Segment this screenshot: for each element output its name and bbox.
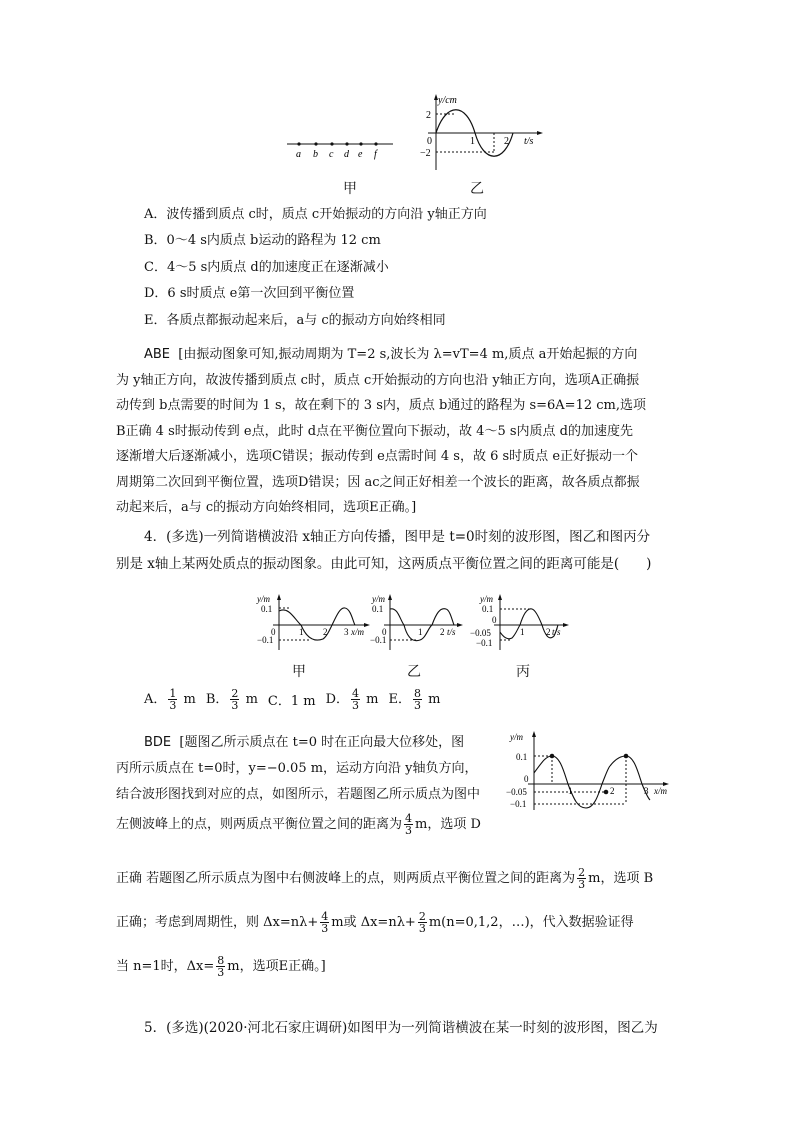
q4-line-2: 别是 x轴上某两处质点的振动图象。由此可知，这两质点平衡位置之间的距离可能是( ) — [116, 556, 652, 572]
figure-1-yi — [418, 92, 548, 172]
jia2-tick-1: 1 — [299, 627, 304, 637]
q4-answer-letters: BDE — [144, 735, 172, 750]
yi2-tick-1: 1 — [418, 627, 423, 637]
caption-jia-2: 甲 — [292, 664, 306, 680]
q4-exp-line-2: 丙所示质点在 t=0时，y=−0.05 m，运动方向沿 y轴负方向， — [116, 761, 478, 776]
axis-y-label: y/cm — [438, 95, 457, 106]
yi2-tick-2: 2 — [440, 627, 445, 637]
q3-option-b: B．0～4 s内质点 b运动的路程为 12 cm — [144, 233, 381, 248]
jia2-tick-0: 0 — [271, 627, 276, 637]
fig3-axis-y: y/m — [510, 732, 523, 742]
q4-option-b: B． $\frac{2}{3}$ m — [205, 687, 258, 712]
bing-tick-m005: −0.05 — [470, 628, 491, 638]
q4-option-c: C．1 m — [267, 694, 316, 709]
fig3-tick-2: 2 — [610, 786, 615, 796]
q4-explanation-bottom — [116, 857, 653, 989]
fig3-tick-m005: −0.05 — [506, 787, 527, 797]
q4-line-1: 4．(多选)一列简谐横波沿 x轴正方向传播，图甲是 t=0时刻的波形图，图乙和图丙分 — [144, 529, 651, 545]
bing-tick-01: 0.1 — [482, 604, 494, 614]
caption-bing: 丙 — [516, 664, 530, 680]
bing-axis-y: y/m — [480, 594, 493, 604]
q4-exp-line-3: 结合波形图找到对应的点，如图所示，若题图乙所示质点为图中 — [116, 787, 481, 802]
jia2-tick-2: 2 — [323, 627, 328, 637]
point-e: e — [358, 149, 363, 160]
yi2-tick-01: 0.1 — [372, 604, 384, 614]
fig3-tick-m01: −0.1 — [510, 799, 527, 809]
axis-x-label: t/s — [524, 136, 534, 147]
q3-exp-line-6: 周期第二次回到平衡位置，选项D错误；因 ac之间正好相差一个波长的距离，故各质点都振 — [116, 474, 640, 490]
q4-option-d: D． $\frac{4}{3}$ m — [325, 687, 379, 712]
q3-answer-letters: ABE — [144, 347, 171, 362]
figure-2-jia — [255, 592, 375, 652]
point-c: c — [329, 149, 334, 160]
figure-2-bing — [470, 592, 575, 652]
q4-option-a: A． $\frac{1}{3}$ m — [144, 687, 196, 712]
q4-exp-line-6: 正确；考虑到周期性，则 Δx=nλ+ $\frac{4}{3}$ m或 Δx=nλ+ $\frac{2}{3}$ m(n=0,1,2，…)，代入数据验证得 — [116, 910, 634, 935]
tick-2: 2 — [426, 110, 431, 121]
q3-option-c: C．4～5 s内质点 d的加速度正在逐渐减小 — [144, 260, 389, 275]
q3-exp-line-2: 为 y轴正方向，故波传播到质点 c时，质点 c开始振动的方向也沿 y轴正方向，选项A正确振 — [116, 372, 640, 388]
q4-exp-line-5: 正确 若题图乙所示质点为图中右侧波峰上的点，则两质点平衡位置之间的距离为 $\frac{2}{3}$ m，选项 B — [116, 866, 654, 891]
bing-tick-1: 1 — [520, 627, 525, 637]
jia2-axis-x: x/m — [351, 627, 364, 637]
point-d: d — [344, 149, 349, 160]
tick-minus-2: −2 — [420, 148, 431, 159]
fig3-tick-1: 1 — [568, 786, 573, 796]
fig3-axis-x: x/m — [654, 786, 667, 796]
q4-options — [144, 688, 440, 711]
q4-exp-line-1: [题图乙所示质点在 t=0 时在正向最大位移处，图 — [179, 735, 465, 750]
fig3-tick-0: 0 — [524, 774, 529, 784]
q3-option-e: E．各质点都振动起来后，a与 c的振动方向始终相同 — [144, 313, 446, 328]
figure-1-jia — [285, 135, 400, 165]
caption-yi-2: 乙 — [407, 664, 421, 680]
q3-exp-line-7: 动起来后，a与 c的振动方向始终相同，选项E正确。] — [116, 500, 417, 515]
bing-tick-m01: −0.1 — [476, 638, 493, 648]
q3-exp-line-5: 逐渐增大后逐渐减小，选项C错误；振动传到 e点需时间 4 s，故 6 s时质点 e正好振动一个 — [116, 449, 639, 464]
caption-jia-1: 甲 — [343, 181, 357, 197]
q4-option-e: E． $\frac{8}{3}$ m — [388, 687, 441, 712]
q3-option-d: D．6 s时质点 e第一次回到平衡位置 — [144, 286, 355, 301]
yi2-tick-0: 0 — [382, 627, 387, 637]
q4-explanation-top — [116, 730, 481, 838]
point-a: a — [296, 149, 301, 160]
jia2-tick-m01: −0.1 — [257, 635, 274, 645]
jia2-axis-y: y/m — [257, 594, 270, 604]
q3-exp-line-3: 动传到 b点需要的时间为 1 s，故在剩下的 3 s内，质点 b通过的路程为 s=6A=12 cm,选项 — [116, 398, 646, 413]
yi2-axis-x: t/s — [447, 627, 456, 637]
tick-1: 1 — [470, 136, 475, 147]
fig3-tick-3: 3 — [644, 786, 649, 796]
q5-stem: 5．(多选)(2020·河北石家庄调研)如图甲为一列简谐横波在某一时刻的波形图，图乙为 — [144, 1020, 658, 1036]
q3-explanation — [116, 342, 686, 521]
point-b: b — [313, 149, 318, 160]
bing-tick-2: 2 — [546, 627, 551, 637]
jia2-tick-01: 0.1 — [261, 604, 273, 614]
yi2-tick-m01: −0.1 — [370, 635, 387, 645]
q3-exp-line-4: B正确 4 s时振动传到 e点，此时 d点在平衡位置向下振动，故 4～5 s内质点 d的加速度先 — [116, 423, 633, 439]
tick-0: 0 — [427, 136, 432, 147]
q4-stem — [116, 524, 686, 578]
caption-yi-1: 乙 — [470, 181, 484, 197]
figure-3-waveform — [506, 728, 686, 813]
figure-2-yi — [370, 592, 470, 652]
q4-exp-line-4: 左侧波峰上的点，则两质点平衡位置之间的距离为 $\frac{4}{3}$ m，选项 D — [116, 812, 481, 837]
bing-axis-x: t/s — [552, 627, 561, 637]
fig3-tick-01: 0.1 — [516, 752, 528, 762]
point-f: f — [374, 149, 377, 160]
q4-exp-line-7: 当 n=1时，Δx= $\frac{8}{3}$ m，选项E正确。] — [116, 954, 326, 979]
tick-t2: 2 — [504, 136, 509, 147]
q3-option-a: A．波传播到质点 c时，质点 c开始振动的方向沿 y轴正方向 — [144, 207, 487, 222]
jia2-tick-3: 3 — [344, 627, 349, 637]
q3-exp-line-1: [由振动图象可知,振动周期为 T=2 s,波长为 λ=vT=4 m,质点 a开始起振的方向 — [178, 347, 638, 362]
bing-tick-0: 0 — [492, 615, 497, 625]
yi2-axis-y: y/m — [372, 594, 385, 604]
